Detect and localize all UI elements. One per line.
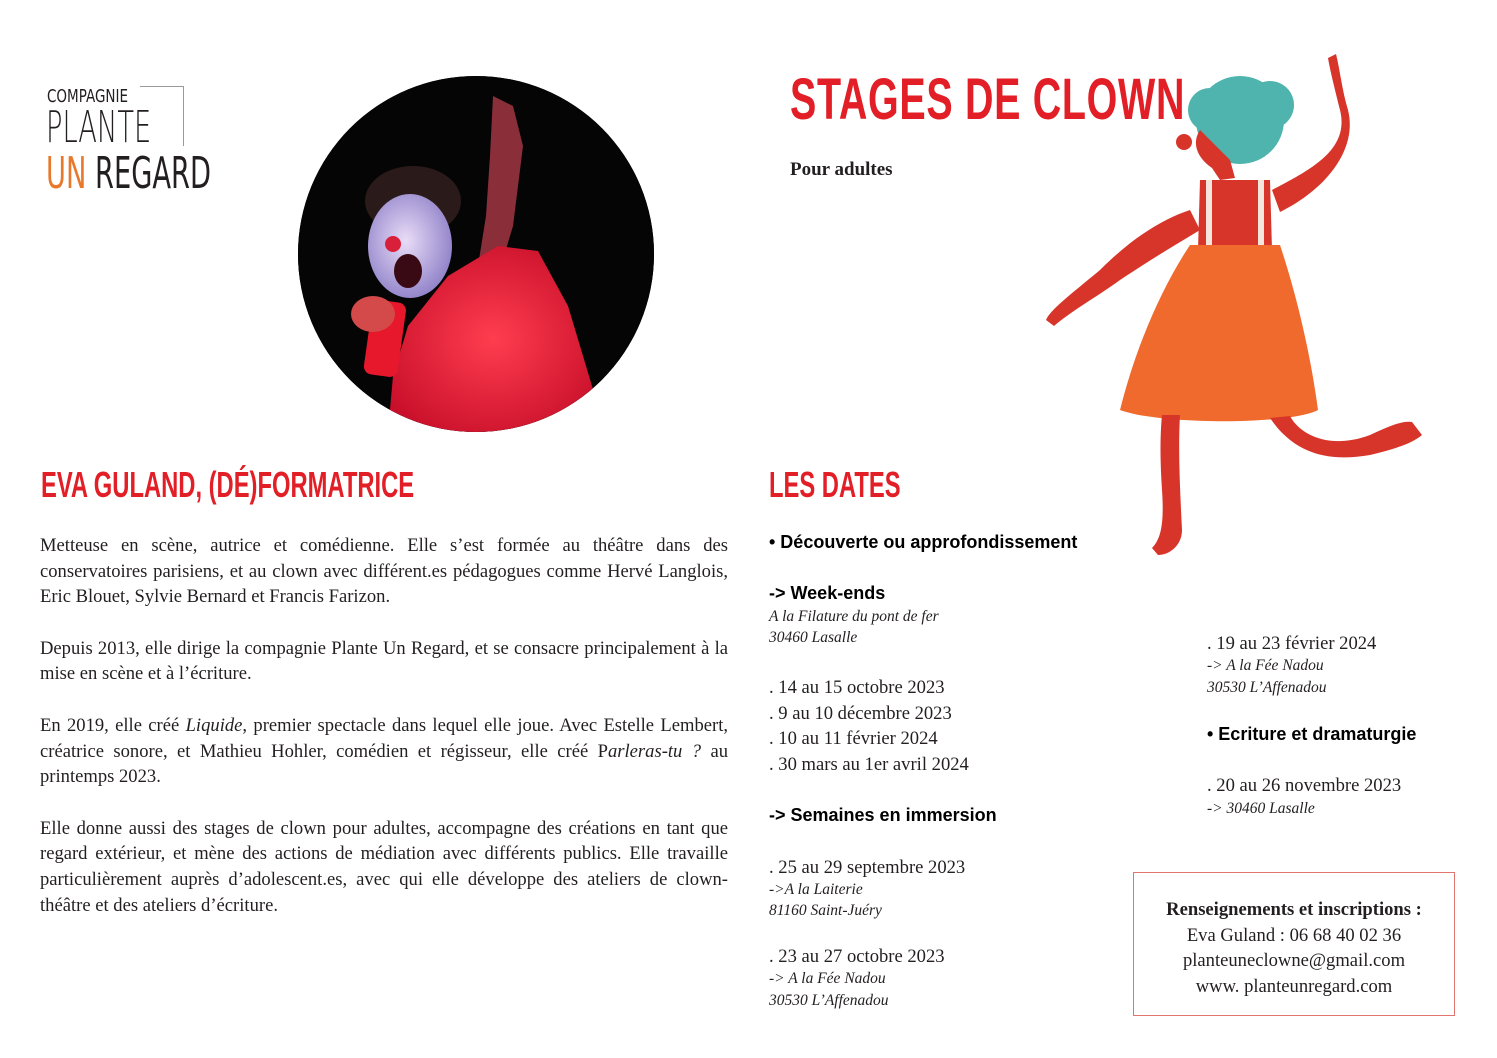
performer-illustration: [298, 76, 654, 432]
logo-compagnie: COMPAGNIE: [47, 86, 129, 107]
weekend-date: . 14 au 15 octobre 2023: [769, 677, 945, 698]
weekend-date-list: [769, 675, 969, 777]
immersion-heading: -> Semaines en immersion: [769, 805, 997, 825]
immersion-date-2: . 23 au 27 octobre 2023: [769, 946, 945, 967]
bio-section-title: EVA GULAND, (DÉ)FORMATRICE: [41, 464, 415, 505]
page-title: STAGES DE CLOWN: [790, 67, 1186, 132]
immersion-city-3: 30530 L’Affenadou: [1207, 679, 1327, 696]
weekends-venue: A la Filature du pont de fer: [769, 608, 939, 625]
bio-p3-parleras: arleras-tu ?: [607, 740, 702, 762]
logo-rule-horizontal: [140, 86, 184, 87]
immersion-date-1: . 25 au 29 septembre 2023: [769, 857, 966, 878]
logo-un-regard: [46, 148, 211, 200]
immersion-venue-1: ->A la Laiterie: [769, 881, 863, 898]
bio-paragraph-3: [40, 713, 728, 790]
contact-box: [1133, 872, 1455, 1016]
ecriture-heading: • Ecriture et dramaturgie: [1207, 724, 1417, 744]
ecriture-city: -> 30460 Lasalle: [1207, 800, 1315, 817]
dancing-clown-illustration: [1040, 50, 1430, 570]
clown-performer-photo: [298, 76, 654, 432]
immersion-date-3: . 19 au 23 février 2024: [1207, 633, 1377, 654]
logo-regard: REGARD: [95, 148, 212, 199]
immersion-city-1: 81160 Saint-Juéry: [769, 902, 882, 919]
immersion-city-2: 30530 L’Affenadou: [769, 992, 889, 1009]
dates-section-title: LES DATES: [769, 464, 901, 505]
immersion-venue-2: -> A la Fée Nadou: [769, 970, 886, 987]
weekends-heading: -> Week-ends: [769, 583, 886, 603]
ecriture-date: . 20 au 26 novembre 2023: [1207, 775, 1402, 796]
logo-un: UN: [46, 148, 87, 199]
bio-paragraph-4: Elle donne aussi des stages de clown pour adultes, accompagne des créations en tant que regard extérieur, et mène des actions de médiation avec différents publics. Elle travaille particulièrement auprès d’adolescent.es, avec qui elle développe des ateliers de clown-théâtre et des ateliers d’écriture.: [40, 817, 728, 916]
clown-figure-icon: [1040, 50, 1430, 570]
bio-p3-liquide: Liquide: [185, 714, 243, 736]
contact-website[interactable]: www. planteunregard.com: [1195, 975, 1393, 997]
contact-heading: Renseignements et inscriptions :: [1166, 899, 1422, 920]
bio-p3-part-c: au printemps 2023.: [40, 740, 728, 788]
bio-paragraph-2: Depuis 2013, elle dirige la compagnie Plante Un Regard, et se consacre principalement à la mise en scène et à l’écriture.: [40, 637, 728, 685]
logo-plante: PLANTE: [46, 102, 152, 153]
weekend-date: . 9 au 10 décembre 2023: [769, 702, 952, 724]
bio-p3-part-b: , premier spectacle dans lequel elle joue. Avec Estelle Lembert, créatrice sonore, et Mathieu Hohler, comédien et régisseur, elle créé P: [40, 714, 729, 762]
contact-email[interactable]: planteuneclowne@gmail.com: [1182, 950, 1406, 972]
weekend-date: . 30 mars au 1er avril 2024: [769, 753, 969, 775]
immersion-venue-3: -> A la Fée Nadou: [1207, 657, 1324, 674]
weekends-city: 30460 Lasalle: [769, 629, 858, 646]
bio-text: [40, 533, 728, 944]
logo-rule-vertical: [183, 86, 184, 146]
page-subtitle: Pour adultes: [790, 159, 893, 180]
contact-phone: Eva Guland : 06 68 40 02 36: [1186, 924, 1402, 946]
bio-paragraph-1: Metteuse en scène, autrice et comédienne. Elle s’est formée au théâtre dans des conservatoires parisiens, et au clown avec différent.es pédagogues comme Hervé Langlois, Eric Blouet, Sylvie Bernard et Francis Farizon.: [40, 535, 728, 608]
bio-p3-part-a: En 2019, elle créé: [40, 714, 186, 736]
weekend-date: . 10 au 11 février 2024: [769, 728, 938, 750]
decouverte-heading: • Découverte ou approfondissement: [769, 532, 1078, 552]
